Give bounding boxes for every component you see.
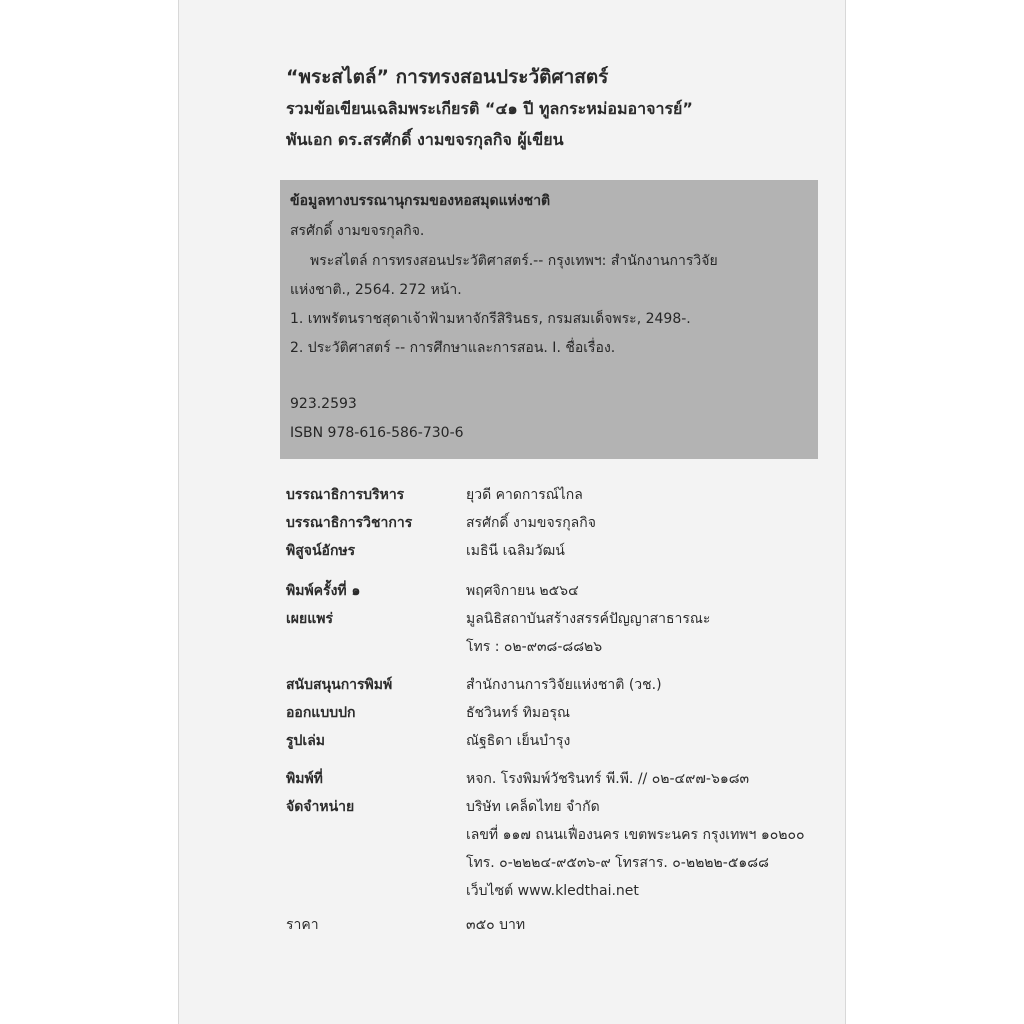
cip-classification: 923.2593 — [290, 396, 357, 412]
cip-title-line-1: พระสไตล์ การทรงสอนประวัติศาสตร์.-- กรุงเทพฯ: สำนักงานการวิจัย — [310, 253, 718, 269]
credit-value: ยุวดี คาดการณ์ไกล — [466, 487, 583, 503]
cip-title-line-2: แห่งชาติ., 2564. 272 หน้า. — [290, 282, 462, 298]
credit-label: พิสูจน์อักษร — [286, 543, 356, 559]
cip-subject-2: 2. ประวัติศาสตร์ -- การศึกษาและการสอน. I. ชื่อเรื่อง. — [290, 340, 616, 356]
book-header — [286, 62, 826, 155]
credit-label: บรรณาธิการบริหาร — [286, 487, 405, 503]
credit-value: บริษัท เคล็ดไทย จำกัด — [466, 799, 600, 815]
credit-value: พฤศจิกายน ๒๕๖๔ — [466, 583, 579, 599]
credit-value: ณัฐธิดา เย็นบำรุง — [466, 733, 571, 749]
book-author: พันเอก ดร.สรศักดิ์ งามขจรกุลกิจ ผู้เขียน — [286, 130, 564, 149]
credit-label: บรรณาธิการวิชาการ — [286, 515, 413, 531]
credit-label: รูปเล่ม — [286, 733, 325, 749]
cataloging-in-publication-box — [280, 180, 818, 459]
cip-subject-1: 1. เทพรัตนราชสุดาเจ้าฟ้ามหาจักรีสิรินธร, กรมสมเด็จพระ, 2498-. — [290, 311, 691, 327]
book-subtitle: รวมข้อเขียนเฉลิมพระเกียรติ “๔๑ ปี ทูลกระหม่อมอาจารย์” — [286, 99, 693, 118]
credit-value: โทร. ๐-๒๒๒๔-๙๕๓๖-๙ โทรสาร. ๐-๒๒๒๒-๕๑๘๘ — [466, 855, 769, 871]
credit-value: เลขที่ ๑๑๗ ถนนเฟื่องนคร เขตพระนคร กรุงเทพฯ ๑๐๒๐๐ — [466, 827, 805, 843]
credit-label: พิมพ์ครั้งที่ ๑ — [286, 583, 361, 599]
cip-isbn: ISBN 978-616-586-730-6 — [290, 425, 464, 441]
cip-author-entry: สรศักดิ์ งามขจรกุลกิจ. — [290, 223, 425, 239]
credit-value: ธัชวินทร์ ทิมอรุณ — [466, 705, 571, 721]
credit-label: เผยแพร่ — [286, 611, 333, 627]
book-title: “พระสไตล์” การทรงสอนประวัติศาสตร์ — [286, 66, 609, 88]
credit-label: ราคา — [286, 917, 319, 933]
credit-value: เมธินี เฉลิมวัฒน์ — [466, 543, 565, 559]
credit-label: จัดจำหน่าย — [286, 799, 355, 815]
credit-label: สนับสนุนการพิมพ์ — [286, 677, 393, 693]
credit-value: หจก. โรงพิมพ์วัชรินทร์ พี.พี. // ๐๒-๔๙๗-๖๑๘๓ — [466, 771, 750, 787]
credit-label: ออกแบบปก — [286, 705, 356, 721]
credit-value: เว็บไซต์ www.kledthai.net — [466, 883, 639, 899]
credit-value: โทร : ๐๒-๙๓๘-๘๘๒๖ — [466, 639, 603, 655]
cip-heading: ข้อมูลทางบรรณานุกรมของหอสมุดแห่งชาติ — [290, 193, 551, 209]
credit-value: ๓๕๐ บาท — [466, 917, 526, 933]
credit-value: สรศักดิ์ งามขจรกุลกิจ — [466, 515, 596, 531]
credit-label: พิมพ์ที่ — [286, 771, 323, 787]
credit-value: มูลนิธิสถาบันสร้างสรรค์ปัญญาสาธารณะ — [466, 611, 711, 627]
credit-value: สำนักงานการวิจัยแห่งชาติ (วช.) — [466, 677, 662, 693]
